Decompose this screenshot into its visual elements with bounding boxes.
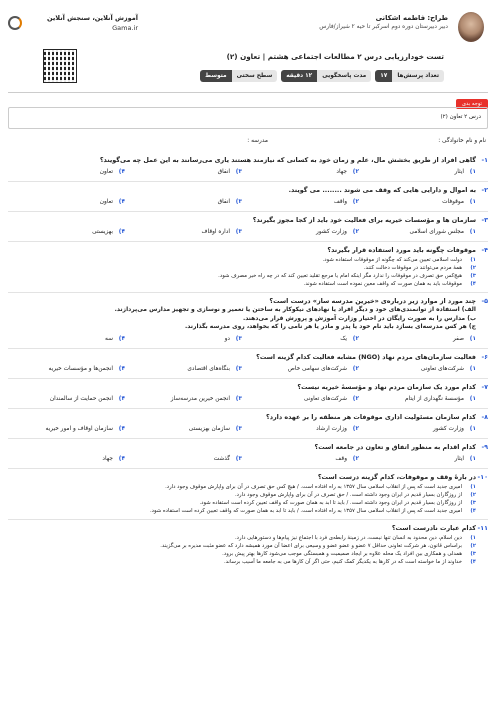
option-text: گذشت	[213, 455, 230, 462]
option-text: امیری جدید است که پس از انقلاب اسلامی سال ۱۳۵۷ به راه افتاده است. / باید تا ابد به همان صورت که واقف تعیین کرده است استفاده شود.	[149, 507, 462, 514]
brand-name: آموزش آنلاین، سنجش آنلاین	[46, 14, 138, 22]
answer-options	[8, 334, 488, 344]
exam-header	[8, 6, 488, 88]
question-text	[8, 216, 488, 225]
answer-options	[8, 197, 488, 207]
option-number: ۴)	[470, 281, 476, 287]
answer-option[interactable]	[125, 364, 242, 374]
author-name: طراح: فاطمه اشکانی	[375, 14, 448, 22]
option-text: از روزگاران بسیار قدیم در ایران وجود داشته است. / حق تصرف در آن برای واپارش موقوف وجود دارد.	[234, 491, 462, 498]
option-text: تعاون	[99, 169, 113, 175]
note-text: درس ۲ تعاون (۲)	[440, 114, 481, 120]
answer-options	[8, 394, 488, 404]
answer-option[interactable]	[8, 491, 476, 499]
answer-option[interactable]	[8, 424, 125, 434]
option-text: صفر	[452, 335, 464, 342]
answer-option[interactable]	[359, 454, 476, 464]
note-box	[8, 107, 488, 129]
answer-option[interactable]	[359, 394, 476, 404]
option-text: هیچ‌کس حق تصرف در موقوفات را ندارد مگر اینکه امام یا مرجع تقلید تعیین کند که در چه راه خیر مصرف شود.	[218, 273, 462, 279]
answer-option[interactable]	[125, 227, 242, 237]
option-number: ۳)	[235, 229, 242, 235]
option-number: ۲)	[352, 199, 359, 205]
option-number: ۴)	[118, 365, 125, 372]
option-number: ۴)	[118, 229, 125, 235]
answer-options	[8, 534, 488, 566]
question-text	[8, 353, 488, 362]
option-text: شرکت‌های تعاونی	[303, 395, 347, 402]
question-item	[8, 186, 488, 207]
option-number: ۱)	[470, 483, 476, 490]
option-text: یک	[340, 335, 347, 342]
question-text	[8, 524, 488, 533]
exam-info-pills	[200, 70, 444, 82]
option-number: ۴)	[118, 425, 125, 432]
option-number: ۴)	[118, 199, 125, 205]
question-item	[8, 383, 488, 404]
option-number: ۲)	[352, 365, 359, 372]
option-number: ۲)	[470, 265, 476, 271]
option-text: واقف	[333, 199, 347, 205]
answer-option[interactable]	[242, 167, 359, 177]
question-stem: کدام سازمان مسئولیت اداری موقوفات هر منطقه را بر عهده دارد؟	[265, 412, 476, 421]
answer-option[interactable]	[8, 507, 476, 515]
exam-title: تست خودارزیابی درس ۲ مطالعات اجتماعی هشتم | تعاون (۲)	[226, 52, 444, 61]
question-item	[8, 216, 488, 237]
note-tag: توجه بدی	[456, 99, 488, 109]
option-text: اداره اوقاف	[201, 229, 230, 235]
option-number: ۴)	[118, 169, 125, 175]
answer-option[interactable]	[8, 364, 125, 374]
question-number: ۸-	[481, 412, 488, 421]
option-text: تعاون	[99, 199, 113, 205]
question-statement: ج) هر کس مدرسه‌ای بسازد باید نام خود یا پدر و مادر یا هر نامی را که بخواهد، روی مدرسه بگذارند.	[185, 323, 476, 330]
option-number: ۳)	[235, 455, 242, 462]
option-text: دین اسلام، دین محدود به انسان تنها نیست، در زمینهٔ رابطه‌ی فرد با اجتماع نیز پیام‌ها و دستورهایی دارد.	[235, 534, 462, 541]
option-text: مجلس شورای اسلامی	[409, 229, 464, 235]
answer-option[interactable]	[125, 394, 242, 404]
option-text: سازمان اوقاف و امور خیریه	[45, 425, 113, 432]
answer-options	[8, 364, 488, 374]
option-number: ۲)	[352, 455, 359, 462]
question-stem: کدام اقدام به منظور اتفاق و تعاون در جامعه است؟	[314, 442, 476, 451]
question-text	[8, 443, 488, 452]
option-text: انجمن خیرین مدرسه‌ساز	[170, 395, 230, 402]
answer-option[interactable]	[8, 394, 125, 404]
answer-option[interactable]	[359, 424, 476, 434]
option-text: از روزگاران بسیار قدیم در ایران وجود داشته است. / باید تا ابد به همان صورت که واقف تعیین کرده است استفاده شود.	[199, 499, 462, 506]
answer-option[interactable]	[8, 197, 125, 207]
question-number: ۲-	[481, 186, 488, 194]
answer-options	[8, 424, 488, 434]
question-stem: گاهی افراد از طریق بخشش مال، علم و زمان خود به کسانی که نیازمند هستند یاری می‌رسانند به این عمل چه می‌گویند؟	[99, 156, 476, 164]
question-item	[8, 246, 488, 288]
question-divider	[8, 241, 488, 242]
option-text: دو	[224, 335, 230, 342]
question-statement: الف) استفاده از توانمندی‌های خود و دیگر افراد یا نهادهای نیکوکار به ساختن یا تعمیر و نوسازی و تجهیز مدارس می‌پردازند.	[114, 306, 476, 313]
question-divider	[8, 292, 488, 293]
option-number: ۲)	[352, 169, 359, 175]
answer-option[interactable]	[8, 483, 476, 491]
question-text	[8, 156, 488, 165]
question-item	[8, 473, 488, 515]
option-text: بنگاه‌های اقتصادی	[187, 365, 230, 372]
question-stem: در بارهٔ وقف و موقوفات، کدام گزینه درست است؟	[317, 472, 476, 481]
option-text: انفاق	[217, 199, 230, 205]
option-number: ۲)	[352, 335, 359, 342]
question-number: ۱-	[481, 156, 488, 164]
option-text: خداوند از ما خواسته است که در کارها به یکدیگر کمک کنیم، حتی اگر آن کارها می به جامعه ما آسیب برساند.	[223, 558, 462, 565]
option-number: ۳)	[470, 499, 476, 506]
option-number: ۱)	[470, 534, 476, 541]
question-stem: موقوفات چگونه باید مورد استفاده قرار بگیرند؟	[327, 246, 476, 254]
question-number: ۴-	[481, 246, 488, 254]
option-text: موقوفات باید به همان صورت که واقف معین نموده است استفاده شوند.	[303, 281, 462, 287]
answer-option[interactable]	[8, 542, 476, 550]
answer-option[interactable]	[125, 454, 242, 464]
question-item	[8, 297, 488, 344]
difficulty-pill: سطح سختی متوسط	[200, 70, 277, 82]
question-text	[8, 246, 488, 255]
question-divider	[8, 378, 488, 379]
option-text: وزارت ارشاد	[316, 425, 347, 432]
option-number: ۱)	[469, 365, 476, 372]
option-text: براساس قانون، هر شرکت تعاونی حداقل ۷ عضو و عضو عضو و وسیعی برای اعضا آن مورد همیشه دارد که عضو مثبت مدیره بر می‌گزیند.	[160, 542, 462, 549]
question-text	[8, 473, 488, 482]
option-text: جهاد	[102, 455, 113, 462]
question-text	[8, 186, 488, 195]
question-divider	[8, 468, 488, 469]
option-text: وزارت کشور	[432, 425, 464, 432]
option-text: همدلی و همکاری بین افراد یک محله علاوه بر ایجاد صمیمیت و همبستگی موجب می‌شود کارها بهتر پیش برود.	[222, 550, 462, 557]
option-number: ۱)	[469, 169, 476, 175]
answer-option[interactable]	[359, 227, 476, 237]
option-text: موقوفات	[442, 199, 464, 205]
option-text: امیری جدید است که پس از انقلاب اسلامی سال ۱۳۵۷ به راه افتاده است. / هیچ کس حق تصرف در آن برای واپارش موقوف وجود دارد.	[165, 483, 462, 490]
answer-option[interactable]	[8, 280, 476, 288]
school-label: مدرسه :	[247, 138, 268, 144]
answer-option[interactable]	[359, 364, 476, 374]
question-item	[8, 156, 488, 177]
question-number: ۱۰-	[477, 472, 488, 481]
option-text: انجمن‌ها و مؤسسات خیریه	[48, 365, 113, 372]
answer-option[interactable]	[8, 227, 125, 237]
question-divider	[8, 211, 488, 212]
answer-option[interactable]	[242, 334, 359, 344]
author-avatar	[458, 12, 484, 42]
answer-option[interactable]	[242, 424, 359, 434]
option-number: ۳)	[470, 273, 476, 279]
option-number: ۱)	[469, 425, 476, 432]
answer-option[interactable]	[8, 499, 476, 507]
answer-option[interactable]	[8, 534, 476, 542]
option-number: ۲)	[352, 395, 359, 402]
option-number: ۱)	[469, 199, 476, 205]
answer-option[interactable]	[242, 227, 359, 237]
answer-options	[8, 227, 488, 237]
option-text: انفاق	[217, 169, 230, 175]
question-statement: ب) مدارس را به صورت رایگان در اختیار وزارت آموزش و پرورش قرار می‌دهند.	[242, 314, 476, 322]
option-number: ۱)	[469, 395, 476, 402]
option-number: ۴)	[470, 558, 476, 565]
option-text: شرکت‌های تعاونی	[420, 365, 464, 372]
question-number: ۹-	[481, 442, 488, 451]
option-number: ۲)	[352, 425, 359, 432]
brand[interactable]	[8, 10, 138, 40]
option-text: بهزیستی	[92, 229, 113, 235]
question-number: ۱۱-	[477, 523, 488, 532]
question-item	[8, 524, 488, 566]
option-text: ایثار	[454, 455, 464, 462]
option-text: مؤسسهٔ نگهداری از ایتام	[405, 395, 464, 402]
qr-code-icon[interactable]	[44, 50, 76, 82]
option-text: جهاد	[336, 169, 347, 175]
option-number: ۱)	[469, 229, 476, 235]
question-item	[8, 413, 488, 434]
answer-options	[8, 483, 488, 515]
question-stem: سازمان ها و مؤسسات خیریه برای فعالیت خود باید از کجا مجوز بگیرند؟	[252, 216, 476, 224]
question-divider	[8, 519, 488, 520]
answer-option[interactable]	[242, 197, 359, 207]
answer-option[interactable]	[359, 197, 476, 207]
option-number: ۴)	[470, 507, 476, 514]
answer-option[interactable]	[359, 167, 476, 177]
option-number: ۳)	[470, 550, 476, 557]
option-number: ۳)	[235, 199, 242, 205]
answer-option[interactable]	[8, 550, 476, 558]
answer-option[interactable]	[125, 167, 242, 177]
answer-option[interactable]	[8, 167, 125, 177]
question-item	[8, 353, 488, 374]
option-number: ۳)	[235, 169, 242, 175]
option-number: ۱)	[470, 257, 476, 263]
option-text: ایثار	[454, 169, 464, 175]
answer-option[interactable]	[242, 364, 359, 374]
option-text: سه	[105, 335, 113, 342]
option-number: ۴)	[118, 335, 125, 342]
answer-option[interactable]	[125, 334, 242, 344]
question-number: ۷-	[481, 382, 488, 391]
question-stem: به اموال و دارایی هایی که وقف می شوند ........ می گویند.	[288, 186, 476, 194]
question-count-pill: تعداد پرسش‌ها ۱۷	[375, 70, 444, 82]
option-number: ۲)	[352, 229, 359, 235]
gama-logo-icon	[8, 16, 22, 30]
option-number: ۲)	[470, 542, 476, 549]
answer-option[interactable]	[8, 264, 476, 272]
question-text	[8, 297, 488, 306]
student-info-row	[8, 138, 488, 148]
question-number: ۵-	[481, 297, 488, 305]
question-divider	[8, 348, 488, 349]
question-text	[8, 383, 488, 392]
option-text: وزارت کشور	[315, 229, 347, 235]
option-number: ۲)	[470, 491, 476, 498]
questions-list	[8, 156, 488, 570]
question-stem: کدام عبارت نادرست است؟	[391, 523, 476, 532]
option-text: همهٔ مردم می‌توانند در موقوفات دخالت کنند.	[363, 265, 462, 271]
student-name-label: نام و نام خانوادگی :	[438, 138, 486, 144]
answer-option[interactable]	[242, 454, 359, 464]
question-stem: فعالیت سازمان‌های مردم نهاد (NGO) مشابه فعالیت کدام گزینه است؟	[256, 352, 476, 361]
answer-option[interactable]	[125, 424, 242, 434]
answer-option[interactable]	[8, 454, 125, 464]
answer-options	[8, 256, 488, 288]
option-number: ۱)	[469, 335, 476, 342]
question-text	[8, 413, 488, 422]
option-text: سازمان بهزیستی	[188, 425, 230, 432]
answer-options	[8, 454, 488, 464]
header-divider	[8, 92, 488, 93]
question-divider	[8, 181, 488, 182]
option-text: وقف	[335, 455, 347, 462]
question-stem: چند مورد از موارد زیر درباره‌ی «خیرین مدرسه ساز» درست است؟	[269, 297, 476, 305]
option-text: انجمن حمایت از سالمندان	[49, 395, 113, 402]
answer-option[interactable]	[125, 197, 242, 207]
answer-option[interactable]	[242, 394, 359, 404]
option-number: ۳)	[235, 395, 242, 402]
question-divider	[8, 438, 488, 439]
answer-option[interactable]	[8, 256, 476, 264]
duration-pill: مدت پاسخگویی ۱۲ دقیقه	[281, 70, 371, 82]
answer-option[interactable]	[359, 334, 476, 344]
question-number: ۶-	[481, 352, 488, 361]
answer-options	[8, 167, 488, 177]
author-description: دبیر دبیرستان دوره دوم اسرکبر تا حیه ۲ شیراز/فارس	[319, 24, 448, 30]
question-divider	[8, 408, 488, 409]
question-item	[8, 443, 488, 464]
option-number: ۳)	[235, 425, 242, 432]
answer-option[interactable]	[8, 272, 476, 280]
answer-option[interactable]	[8, 558, 476, 566]
answer-option[interactable]	[8, 334, 125, 344]
option-number: ۳)	[235, 365, 242, 372]
brand-site[interactable]: Gama.ir	[112, 24, 138, 32]
option-number: ۴)	[118, 395, 125, 402]
option-text: شرکت‌های سهامی خاص	[287, 365, 347, 372]
question-stem: کدام مورد یک سازمان مردم نهاد و مؤسسهٔ خیریه نیست؟	[297, 382, 476, 391]
question-number: ۳-	[481, 216, 488, 224]
option-number: ۴)	[118, 455, 125, 462]
option-number: ۳)	[235, 335, 242, 342]
option-number: ۱)	[469, 455, 476, 462]
option-text: دولت اسلامی تعیین می‌کند که چگونه از موقوفات استفاده شود.	[322, 257, 462, 263]
